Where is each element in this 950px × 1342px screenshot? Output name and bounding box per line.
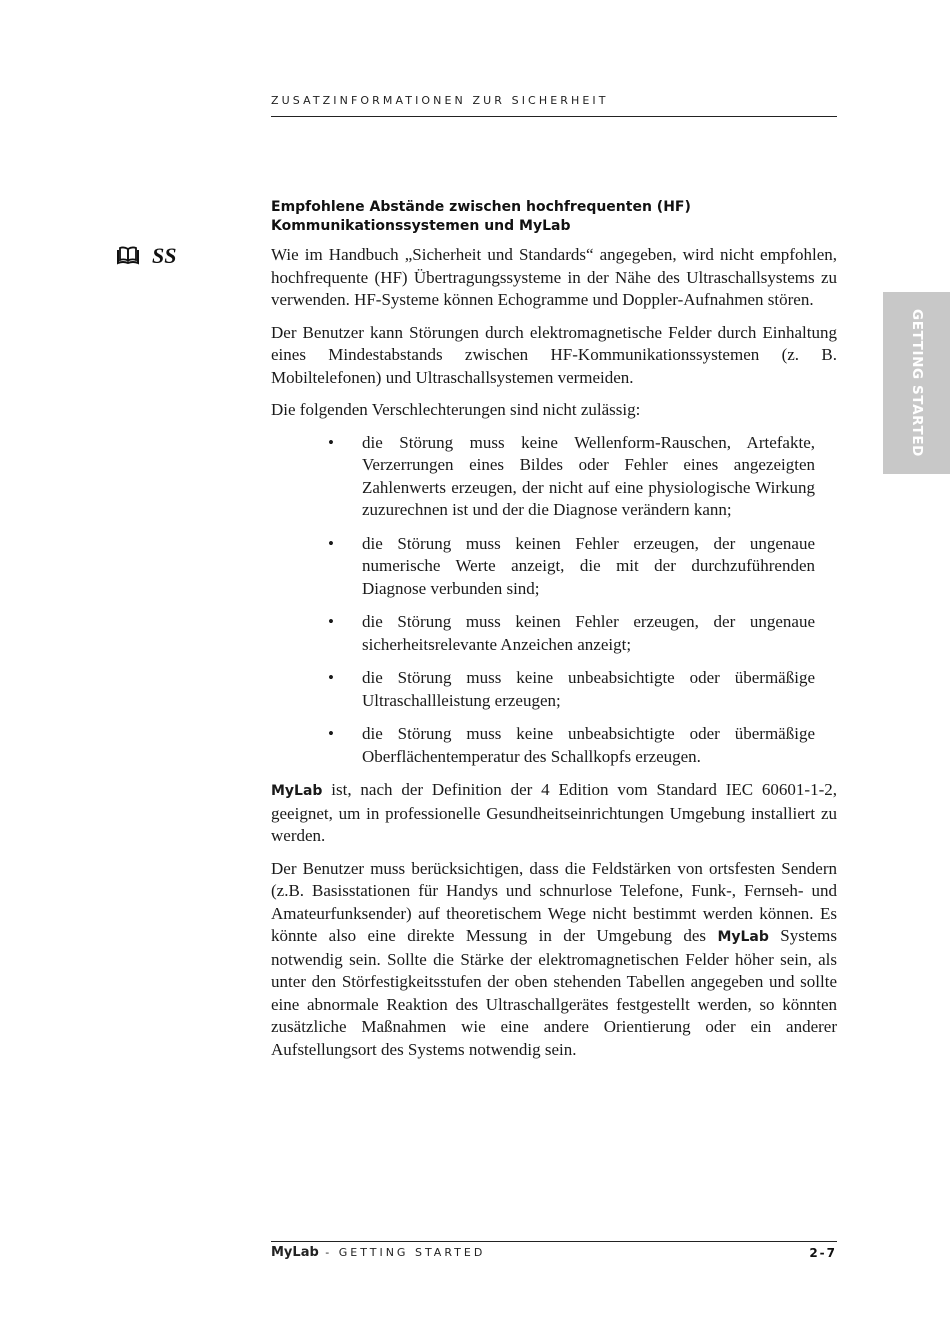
brand-name: MyLab: [271, 783, 323, 799]
paragraph-intro: Wie im Handbuch „Sicherheit und Standards“ angegeben, wird nicht empfohlen, hochfrequente (HF) Übertragungssysteme in der Nähe des Ultraschallsystems zu verwenden. HF-Systeme können Echogramme und Doppler-Aufnahmen stören.: [271, 245, 837, 309]
paragraph-field-strength-part2: Systems notwendig sein. Sollte die Stärke der elektromagnetischen Felder höher sein, als unter den Störfestigkeitsstufen der oben stehenden Tabellen angegeben und sollte eine abnormale Reaktion des Ultraschallgerätes festgestellt werden, so könnten zusätzliche Maßnahmen wie eine andere Orientierung oder ein anderer Aufstellungsort des Systems notwendig sein.: [271, 926, 837, 1059]
list-item: [271, 432, 815, 522]
section-title-line1: Empfohlene Abstände zwischen hochfrequenten (HF): [271, 199, 691, 215]
list-item: [271, 611, 815, 656]
footer-brand: MyLab: [271, 1245, 319, 1260]
paragraph-degradations: Die folgenden Verschlechterungen sind nicht zulässig:: [271, 400, 641, 419]
paragraph-suitability-text: ist, nach der Definition der 4 Edition vom Standard IEC 60601-1-2, geeignet, um in professionelle Gesundheitseinrichtungen Umgebung installiert zu werden.: [271, 780, 837, 845]
section-title: [271, 198, 837, 236]
bullet-icon: •: [328, 612, 334, 631]
side-tab-label: GETTING STARTED: [908, 309, 925, 457]
book-icon: [116, 246, 140, 266]
section-title-line2: Kommunikationssystemen und MyLab: [271, 218, 571, 234]
page-number: 2-7: [809, 1246, 837, 1260]
bullet-icon: •: [328, 724, 334, 743]
list-item-text: die Störung muss keinen Fehler erzeugen, der ungenaue numerische Werte anzeigt, die mit der durchzuführenden Diagnose verbunden sind;: [362, 533, 815, 598]
list-item-text: die Störung muss keine unbeabsichtigte oder übermäßige Oberflächentemperatur des Schallkopfs erzeugen.: [362, 724, 815, 766]
page-header: ZUSATZINFORMATIONEN ZUR SICHERHEIT: [271, 94, 609, 107]
paragraph-field-strength-part1: Der Benutzer muss berücksichtigen, dass die Feldstärken von ortsfesten Sendern (z.B. Basisstationen für Handys und schnurlose Telefone, Funk-, Fernseh- und Amateurfunksender) auf theoretischem Wege nicht bestimmt werden können. Es könnte also eine direkte Messung in der Umgebung des: [271, 858, 837, 945]
bullet-icon: •: [328, 432, 334, 452]
degradation-list: [271, 432, 837, 769]
footer-divider: [271, 1241, 837, 1242]
paragraph-field-strength: [271, 858, 837, 1062]
paragraph-distance: Der Benutzer kann Störungen durch elektromagnetische Felder durch Einhaltung eines Mindestabstands zwischen HF-Kommunikationssystemen (z. B. Mobiltelefonen) und Ultraschallsystemen vermeiden.: [271, 322, 837, 387]
footer-title: [271, 1245, 485, 1260]
brand-name: MyLab: [717, 929, 769, 945]
paragraph-suitability: [271, 779, 837, 848]
list-item-text: die Störung muss keine Wellenform-Rauschen, Artefakte, Verzerrungen eines Bildes oder Fehler eines angezeigten Zahlenwerts erzeugen, der nicht auf eine physiologische Wirkung zuzurechnen ist und der die Diagnose verändern kann;: [362, 432, 815, 519]
side-tab: [883, 292, 950, 474]
bullet-icon: •: [328, 668, 334, 687]
reference-code: SS: [152, 243, 177, 268]
list-item: [271, 533, 815, 601]
list-item: [271, 667, 815, 712]
main-content: [271, 198, 837, 1071]
bullet-icon: •: [328, 533, 334, 553]
footer-section: - GETTING STARTED: [318, 1246, 486, 1259]
header-divider: [271, 116, 837, 117]
list-item-text: die Störung muss keinen Fehler erzeugen, der ungenaue sicherheitsrelevante Anzeichen anzeigt;: [362, 612, 815, 654]
list-item-text: die Störung muss keine unbeabsichtigte oder übermäßige Ultraschallleistung erzeugen;: [362, 668, 815, 710]
margin-reference: [116, 243, 176, 269]
list-item: [271, 723, 815, 768]
